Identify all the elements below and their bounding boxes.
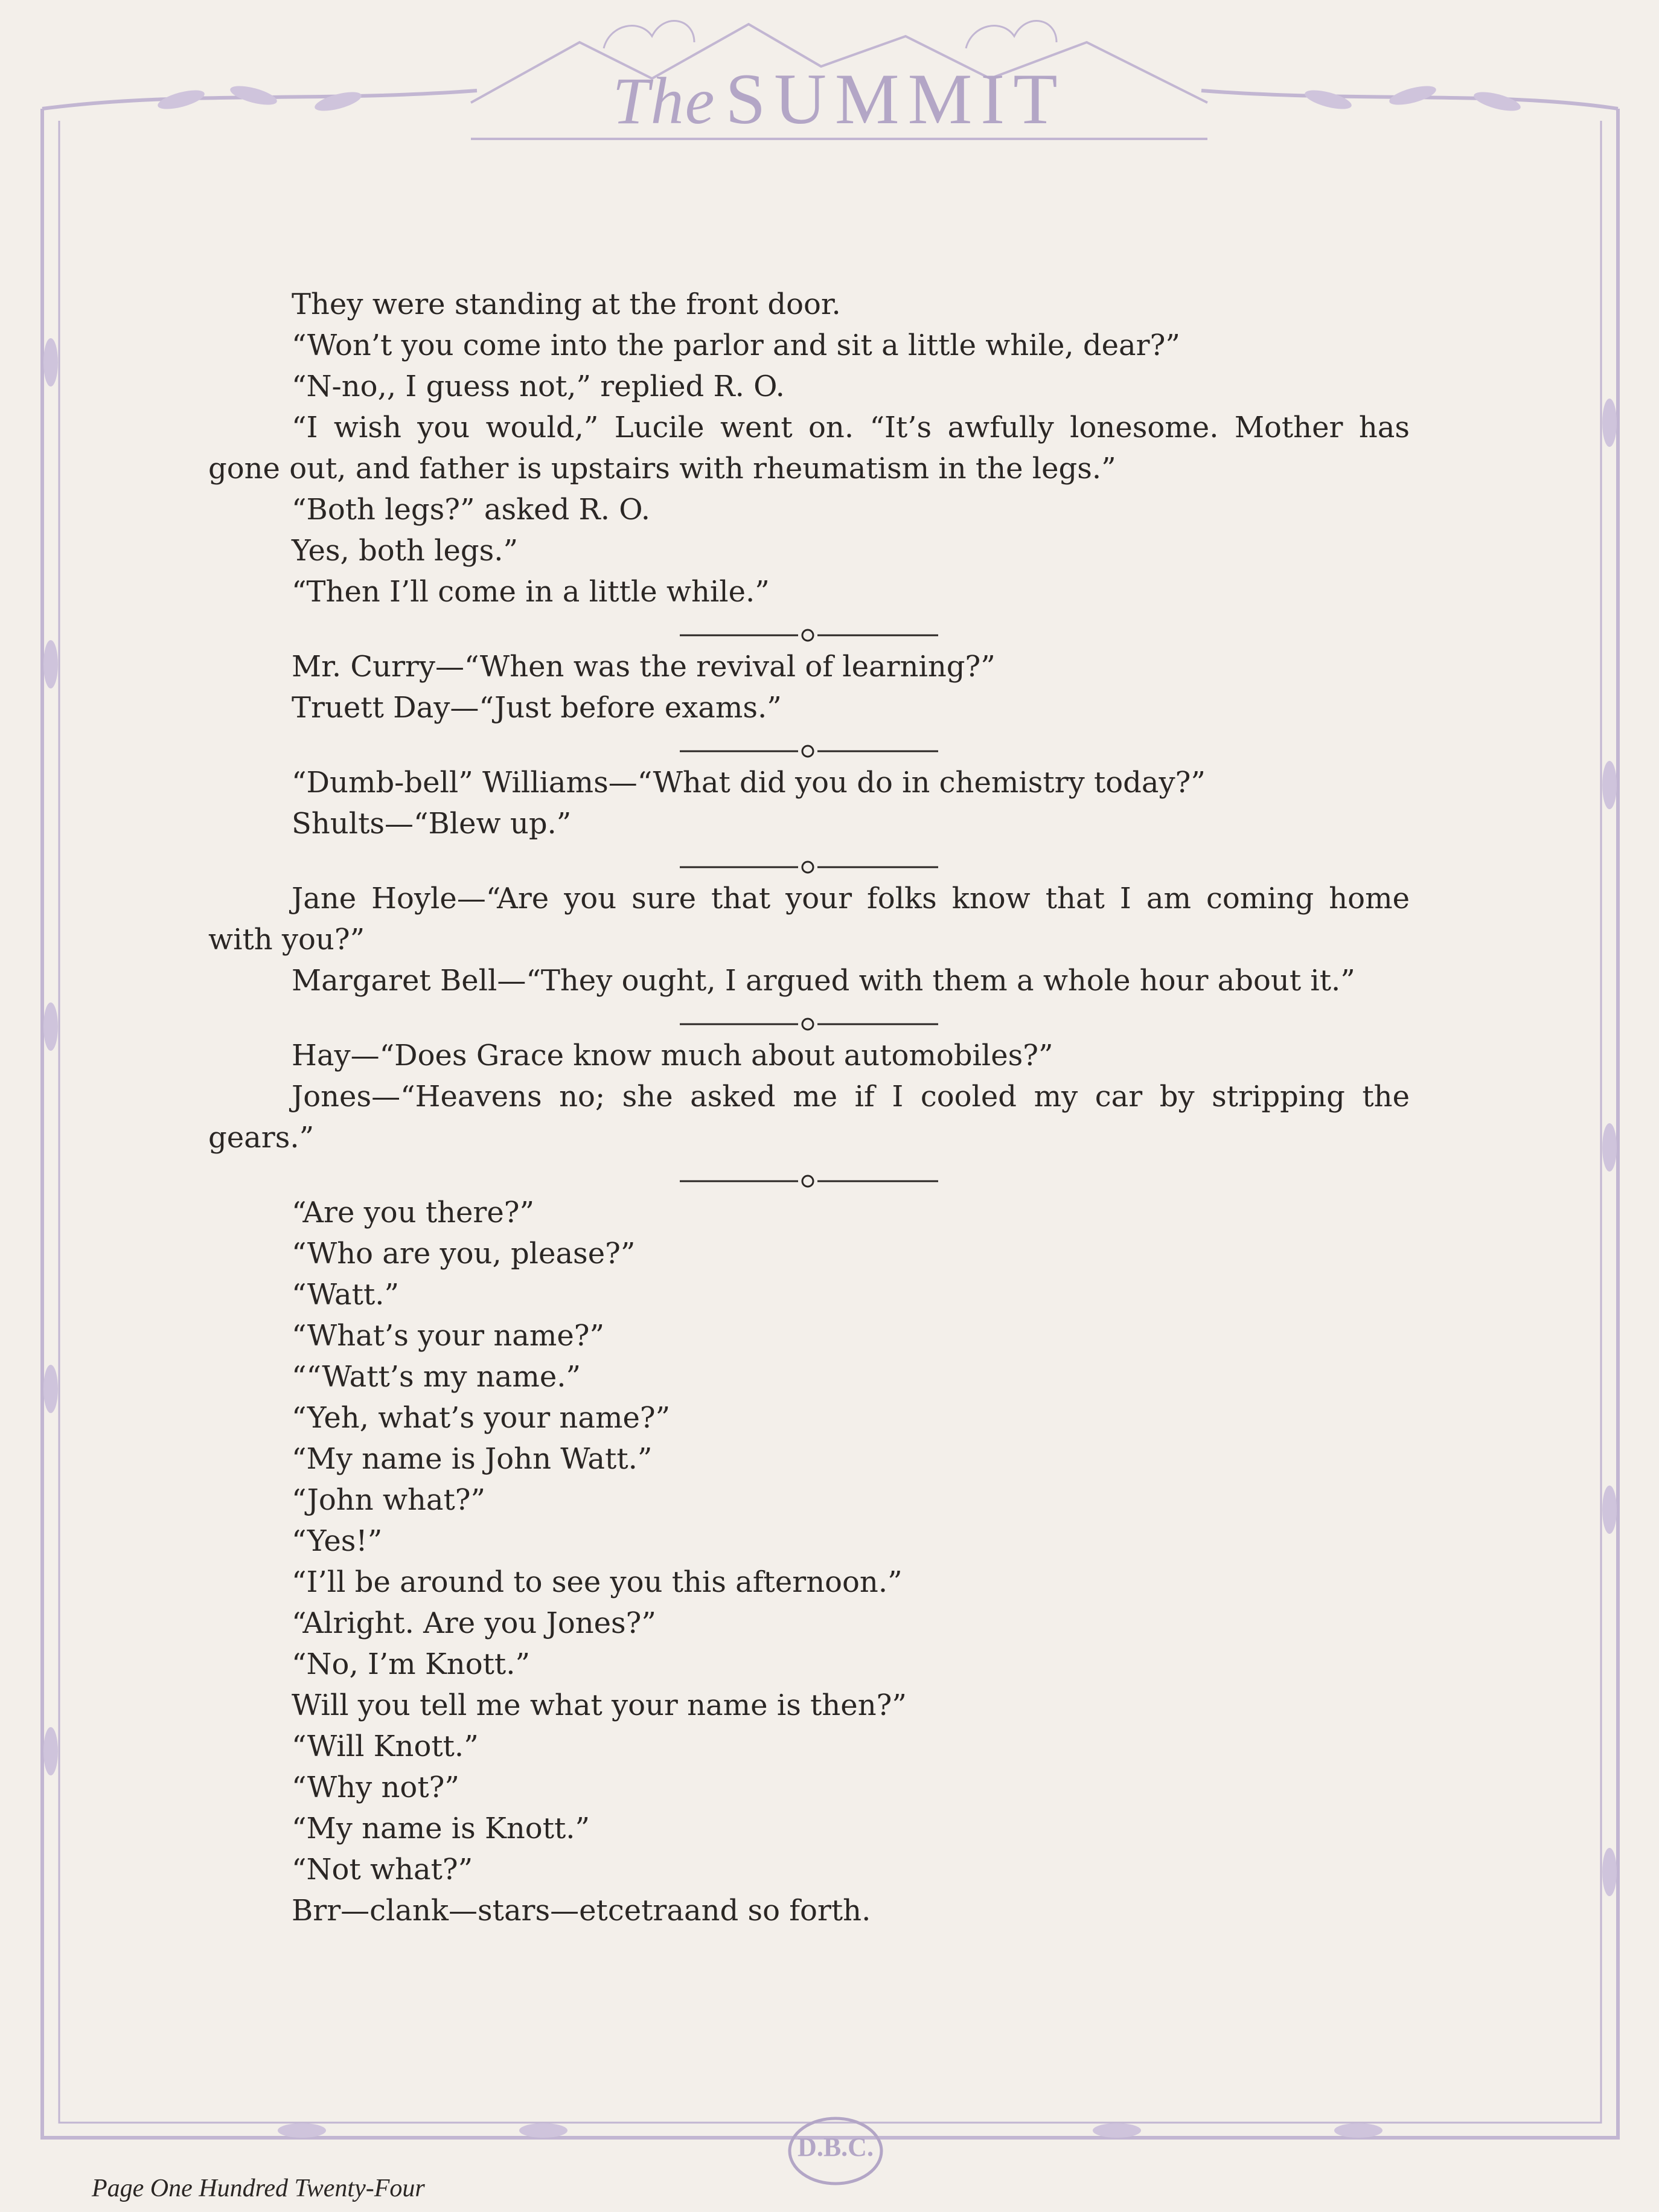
joke-group-6	[208, 1192, 1410, 1931]
paragraph: “I wish you would,” Lucile went on. “It’s awfully lonesome. Mother has gone out, and father is upstairs with rheumatism in the legs.”	[208, 411, 1410, 486]
joke-group-5	[208, 1035, 1410, 1158]
paragraph: They were standing at the front door.	[292, 287, 841, 321]
joke-group-1	[208, 284, 1410, 612]
paragraph: “Are you there?”	[292, 1196, 535, 1229]
paragraph: “Why not?”	[292, 1771, 459, 1804]
joke-group-3	[208, 762, 1410, 844]
paragraph: “Yeh, what’s your name?”	[292, 1401, 671, 1435]
paragraph: “Not what?”	[292, 1853, 473, 1887]
paragraph: Will you tell me what your name is then?”	[292, 1688, 907, 1722]
section-divider	[208, 1162, 1410, 1186]
paragraph: “Yes!”	[292, 1524, 383, 1558]
paragraph: ““Watt’s my name.”	[292, 1360, 581, 1394]
section-divider	[208, 616, 1410, 640]
masthead-the: The	[612, 64, 716, 138]
paragraph: “Both legs?” asked R. O.	[292, 493, 650, 527]
paragraph: “My name is John Watt.”	[292, 1442, 653, 1476]
paragraph: Margaret Bell—“They ought, I argued with them a whole hour about it.”	[292, 964, 1355, 998]
seal-text: D.B.C.	[798, 2132, 874, 2162]
paragraph: Jones—“Heavens no; she asked me if I cooled my car by stripping the gears.”	[208, 1080, 1410, 1155]
paragraph: Shults—“Blew up.”	[292, 807, 572, 841]
paragraph: “Watt.”	[292, 1278, 400, 1312]
paragraph: “I’ll be around to see you this afternoon.”	[292, 1565, 903, 1599]
joke-group-2	[208, 646, 1410, 728]
page-number: Page One Hundred Twenty-Four	[92, 2175, 425, 2202]
paragraph: “Won’t you come into the parlor and sit a little while, dear?”	[292, 329, 1180, 362]
section-divider	[208, 848, 1410, 872]
paragraph: “Dumb-bell” Williams—“What did you do in chemistry today?”	[292, 766, 1206, 800]
masthead	[483, 57, 1195, 148]
paragraph: “Alright. Are you Jones?”	[292, 1606, 656, 1640]
paragraph: “Will Knott.”	[292, 1730, 479, 1763]
paragraph: Yes, both legs.”	[292, 534, 519, 568]
paragraph: Mr. Curry—“When was the revival of learning?”	[292, 650, 996, 684]
paragraph: “Then I’ll come in a little while.”	[292, 575, 770, 609]
paragraph: “John what?”	[292, 1483, 486, 1517]
paragraph: “No, I’m Knott.”	[292, 1647, 530, 1681]
paragraph: “My name is Knott.”	[292, 1812, 590, 1845]
paragraph: Truett Day—“Just before exams.”	[292, 691, 782, 725]
paragraph: “Who are you, please?”	[292, 1237, 636, 1271]
masthead-summit: SUMMIT	[725, 59, 1066, 139]
paragraph: Hay—“Does Grace know much about automobiles?”	[292, 1039, 1053, 1072]
dbc-seal	[786, 2114, 885, 2188]
paragraph: “What’s your name?”	[292, 1319, 605, 1353]
paragraph: Jane Hoyle—“Are you sure that your folks know that I am coming home with you?”	[208, 882, 1410, 957]
joke-group-4	[208, 878, 1410, 1001]
page-text	[208, 284, 1410, 1931]
paragraph: “N-no,, I guess not,” replied R. O.	[292, 370, 785, 403]
paragraph: Brr—clank—stars—etcetraand so forth.	[292, 1894, 871, 1928]
section-divider	[208, 732, 1410, 756]
section-divider	[208, 1005, 1410, 1029]
